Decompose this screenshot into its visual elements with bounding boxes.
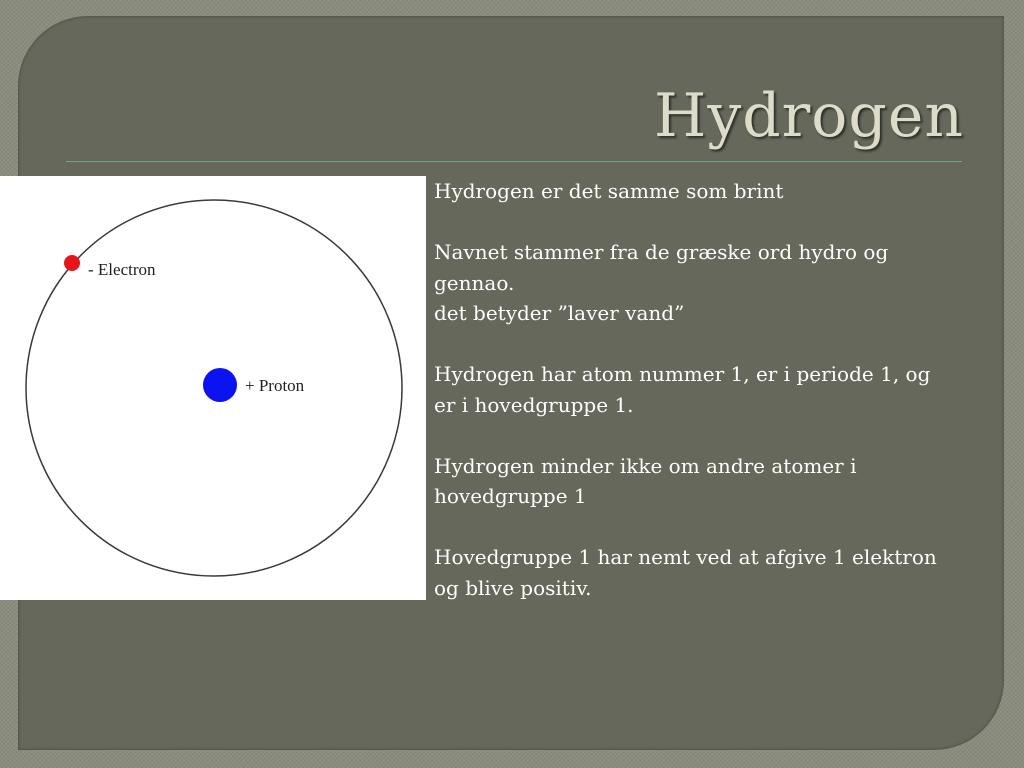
atom-diagram-svg bbox=[0, 176, 426, 600]
slide-body-text bbox=[434, 176, 1016, 634]
text-line: er i hovedgruppe 1. bbox=[434, 392, 634, 417]
text-line: Hydrogen er det samme som brint bbox=[434, 179, 784, 203]
paragraph-atom-number bbox=[434, 359, 1016, 420]
text-line: gennao. bbox=[434, 270, 515, 295]
text-line: Navnet stammer fra de græske ord hydro og bbox=[434, 240, 889, 264]
proton-dot bbox=[203, 368, 237, 402]
hydrogen-atom-diagram bbox=[0, 176, 426, 600]
electron-dot bbox=[64, 255, 80, 271]
text-line: og blive positiv. bbox=[434, 575, 592, 600]
paragraph-name-origin bbox=[434, 237, 1016, 329]
text-line: Hydrogen har atom nummer 1, er i periode 1, og bbox=[434, 362, 931, 386]
text-line: det betyder ”laver vand” bbox=[434, 301, 685, 325]
text-line: Hovedgruppe 1 har nemt ved at afgive 1 elektron bbox=[434, 545, 937, 569]
paragraph-brint bbox=[434, 176, 1016, 207]
proton-label: + Proton bbox=[245, 376, 305, 395]
paragraph-electron bbox=[434, 542, 1016, 603]
paragraph-other-atoms bbox=[434, 451, 1016, 512]
text-line: hovedgruppe 1 bbox=[434, 484, 587, 508]
electron-label: - Electron bbox=[88, 260, 156, 279]
slide-title: Hydrogen bbox=[654, 81, 964, 151]
title-divider bbox=[66, 160, 962, 162]
text-line: Hydrogen minder ikke om andre atomer i bbox=[434, 453, 857, 478]
